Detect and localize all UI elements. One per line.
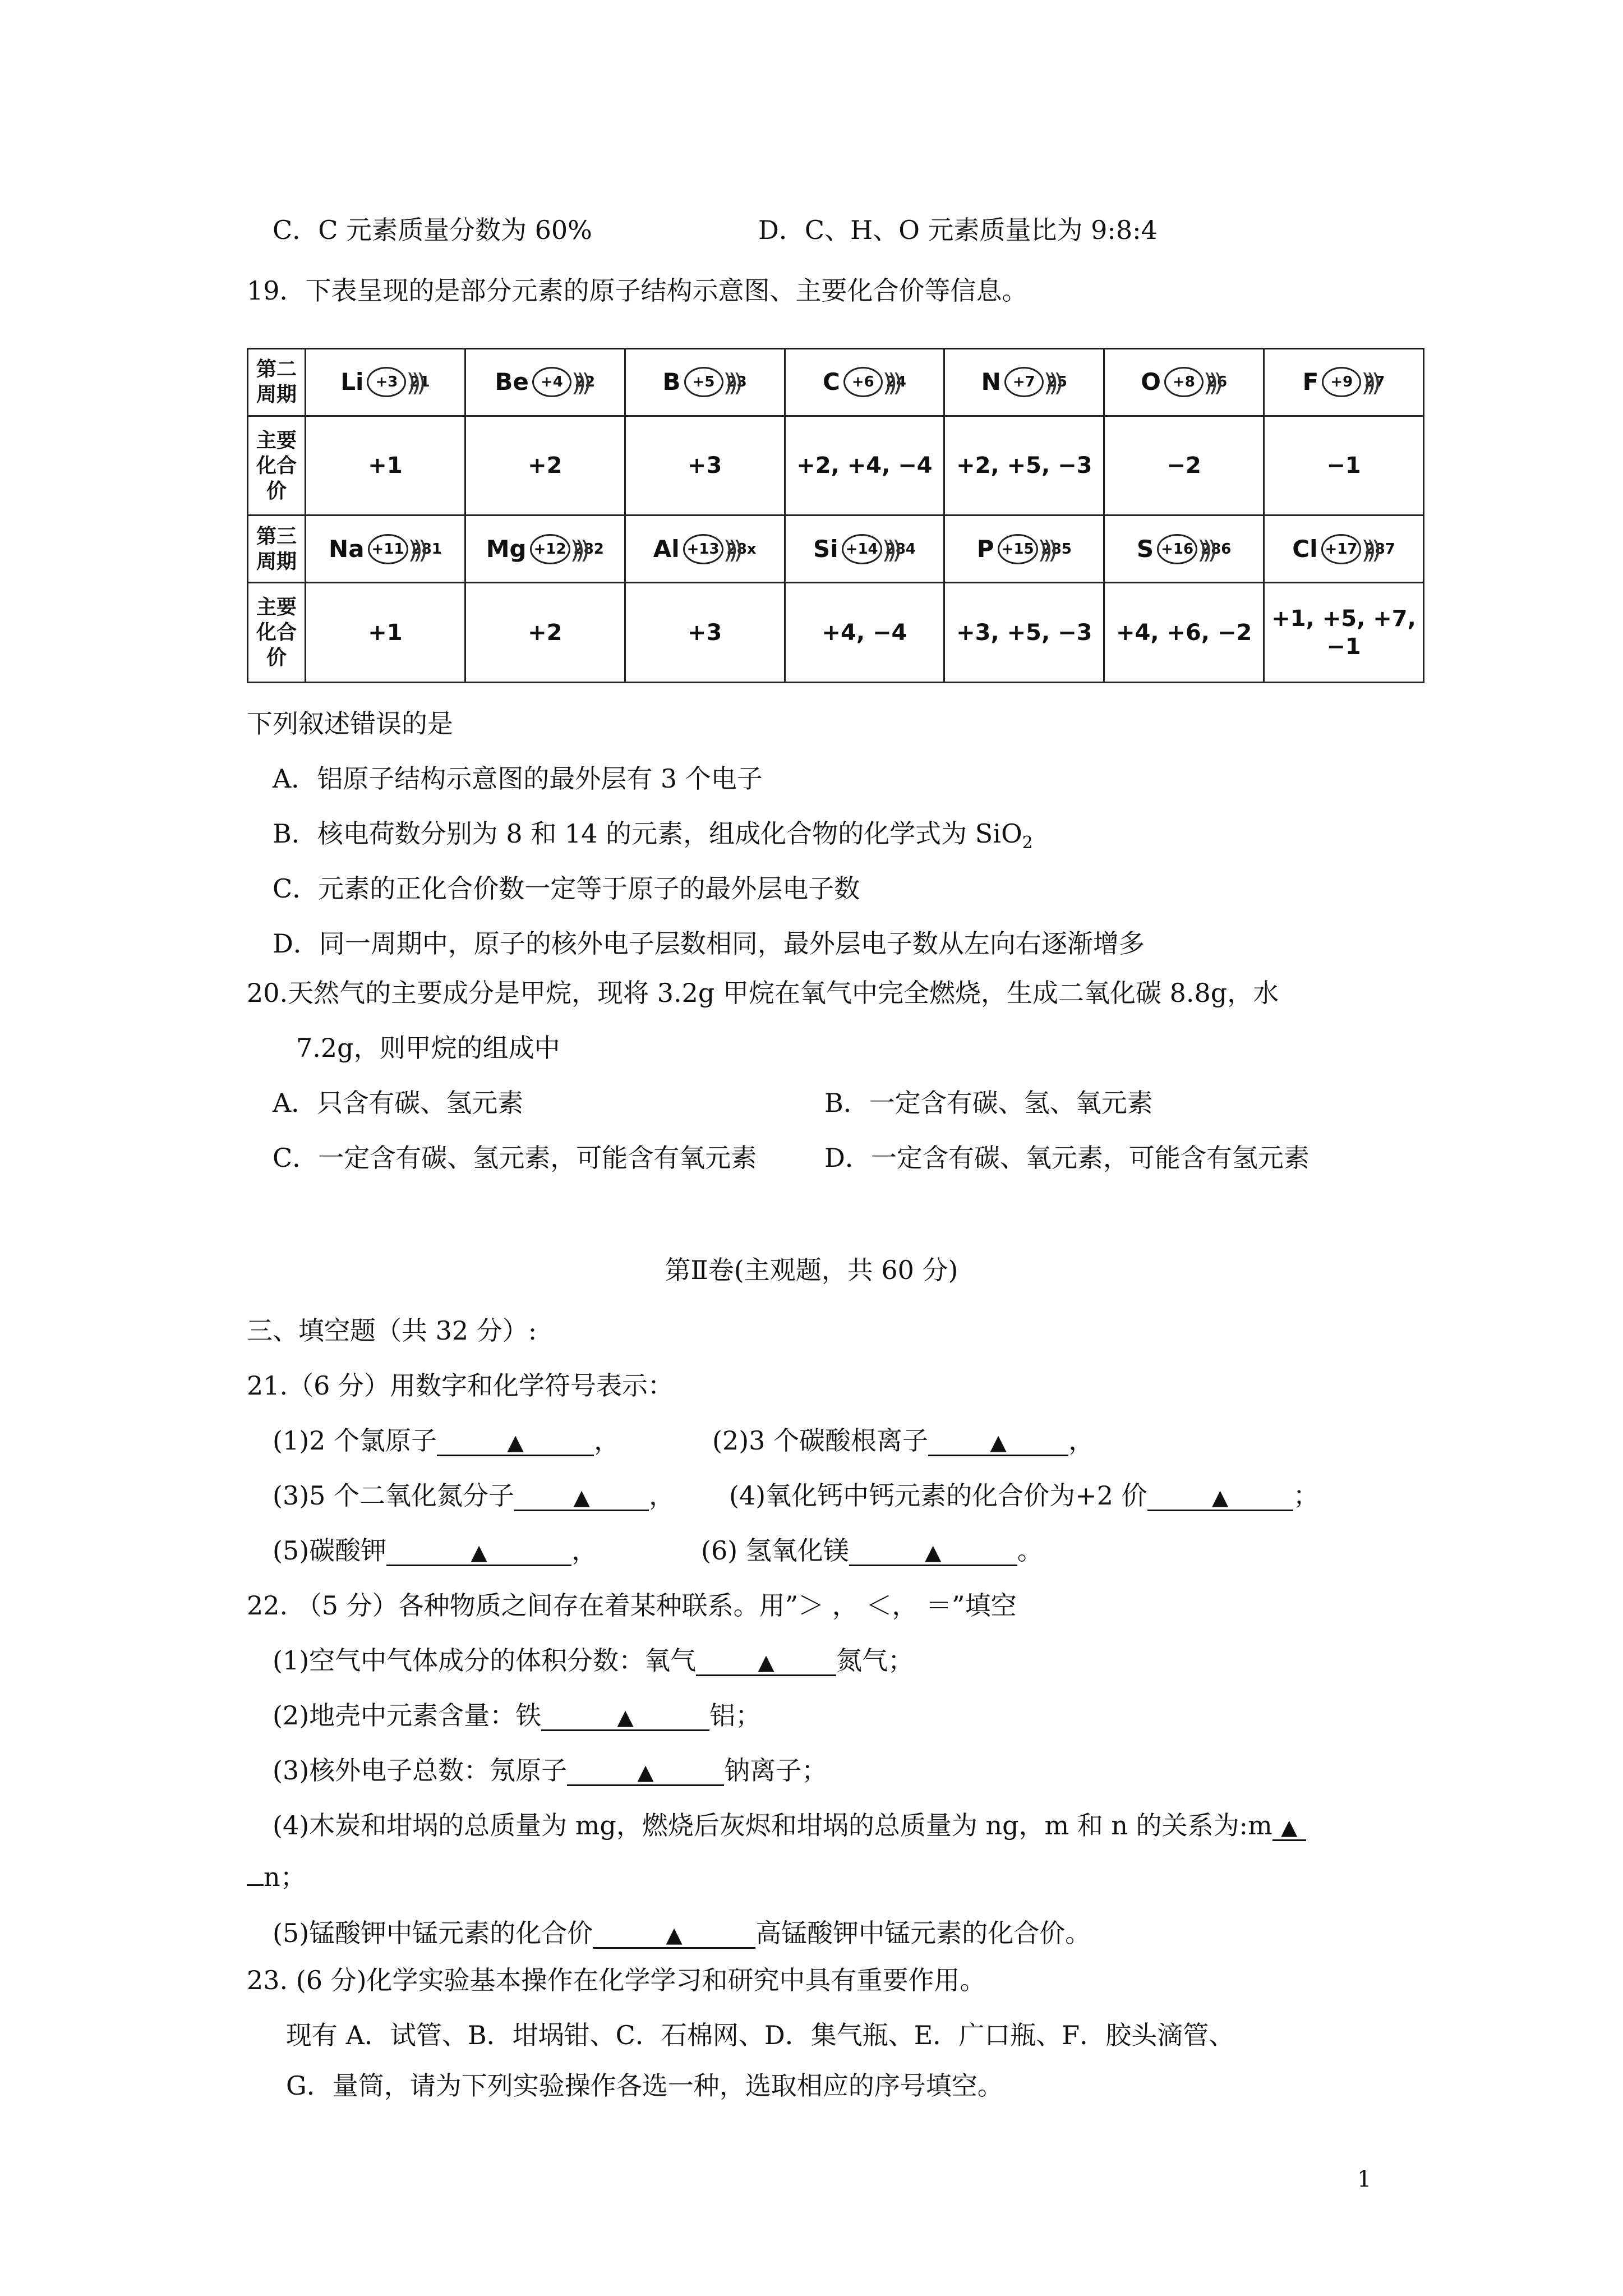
element-symbol: Cl bbox=[1292, 535, 1318, 563]
element-cell bbox=[785, 349, 944, 416]
element-symbol: B bbox=[662, 368, 681, 396]
nucleus-circle: +11 bbox=[368, 534, 408, 564]
answer-blank[interactable]: ▲ bbox=[567, 1757, 724, 1786]
valence3-row bbox=[248, 583, 1424, 683]
valence-cell: +2 bbox=[465, 583, 625, 683]
q22-item3: (3)核外电子总数：氖原子 ▲ 钠离子； bbox=[273, 1755, 828, 1786]
nucleus-circle: +3 bbox=[367, 367, 406, 397]
q23-line1: 现有 A．试管、B．坩埚钳、C．石棉网、D．集气瓶、E．广口瓶、F．胶头滴管、 bbox=[286, 2020, 1235, 2050]
nucleus-circle: +15 bbox=[998, 534, 1038, 564]
element-symbol: S bbox=[1136, 535, 1154, 563]
element-symbol: C bbox=[822, 368, 840, 396]
row-header: 主要化合价 bbox=[248, 583, 306, 683]
electron-shells: 287 ))) bbox=[1364, 540, 1395, 559]
q23-line2: G．量筒，请为下列实验操作各选一种，选取相应的序号填空。 bbox=[286, 2070, 1003, 2101]
row-header: 第三周期 bbox=[248, 516, 306, 583]
q20-option-d: D．一定含有碳、氧元素，可能含有氢元素 bbox=[824, 1143, 1310, 1173]
valence-cell: +3 bbox=[625, 583, 785, 683]
valence-cell: +4, +6, −2 bbox=[1104, 583, 1264, 683]
section3-title: 三、填空题（共 32 分）: bbox=[247, 1315, 537, 1346]
nucleus-circle: +13 bbox=[683, 534, 723, 564]
valence-cell: +1 bbox=[306, 583, 465, 683]
answer-blank[interactable]: ▲ bbox=[437, 1428, 594, 1456]
electron-shells: 282 ))) bbox=[574, 540, 604, 559]
q20-option-b: B．一定含有碳、氢、氧元素 bbox=[824, 1088, 1153, 1118]
q18-option-c: C．C 元素质量分数为 60% bbox=[273, 215, 592, 245]
answer-blank[interactable]: ▲ bbox=[1147, 1483, 1293, 1511]
q19-prompt: 下列叙述错误的是 bbox=[247, 708, 453, 739]
valence-cell: +2, +5, −3 bbox=[944, 416, 1104, 516]
answer-blank[interactable]: ▲ bbox=[849, 1538, 1017, 1566]
nucleus-circle: +6 bbox=[843, 367, 883, 397]
period2-row bbox=[248, 349, 1424, 416]
electron-shells: 22 ))) bbox=[575, 373, 595, 392]
q22-item4: (4)木炭和坩埚的总质量为 mg，燃烧后灰烬和坩埚的总质量为 ng，m 和 n 的关系为:m ▲ bbox=[273, 1810, 1306, 1842]
element-symbol: Be bbox=[495, 368, 529, 396]
q21-item5: (5)碳酸钾 ▲ ， bbox=[273, 1535, 598, 1566]
electron-shells: 25 ))) bbox=[1047, 373, 1067, 392]
q21-item3: (3)5 个二氧化氮分子 ▲ ， bbox=[273, 1480, 675, 1511]
valence-cell: +3 bbox=[625, 416, 785, 516]
answer-blank[interactable]: ▲ bbox=[928, 1428, 1068, 1456]
q19-option-d: D．同一周期中，原子的核外电子层数相同，最外层电子数从左向右逐渐增多 bbox=[273, 928, 1145, 959]
valence-cell: +1, +5, +7, −1 bbox=[1264, 583, 1424, 683]
element-cell bbox=[1264, 349, 1424, 416]
nucleus-circle: +9 bbox=[1322, 367, 1361, 397]
element-cell bbox=[306, 349, 465, 416]
element-symbol: Si bbox=[813, 535, 838, 563]
nucleus-circle: +5 bbox=[684, 367, 723, 397]
part2-title: 第Ⅱ卷(主观题，共 60 分) bbox=[665, 1255, 958, 1285]
row-header: 主要化合价 bbox=[248, 416, 306, 516]
q20-option-a: A．只含有碳、氢元素 bbox=[273, 1088, 524, 1118]
valence-cell: +2, +4, −4 bbox=[785, 416, 944, 516]
q21-item2: (2)3 个碳酸根离子 ▲ ， bbox=[712, 1425, 1095, 1456]
element-cell bbox=[1104, 349, 1264, 416]
element-table bbox=[247, 348, 1424, 683]
q19-stem: 19．下表呈现的是部分元素的原子结构示意图、主要化合价等信息。 bbox=[247, 275, 1028, 306]
valence-cell: +1 bbox=[306, 416, 465, 516]
q22-item5: (5)锰酸钾中锰元素的化合价 ▲ 高锰酸钾中锰元素的化合价。 bbox=[273, 1918, 1091, 1948]
q23-stem: 23. (6 分)化学实验基本操作在化学学习和研究中具有重要作用。 bbox=[247, 1965, 986, 1995]
q18-option-d: D．C、H、O 元素质量比为 9:8:4 bbox=[758, 215, 1158, 245]
electron-shells: 281 ))) bbox=[412, 540, 442, 559]
answer-blank[interactable]: ▲ bbox=[514, 1483, 649, 1511]
answer-blank[interactable]: ▲ bbox=[386, 1538, 571, 1566]
element-cell bbox=[625, 349, 785, 416]
q19-option-c: C．元素的正化合价数一定等于原子的最外层电子数 bbox=[273, 873, 860, 904]
q22-stem: 22. （5 分）各种物质之间存在着某种联系。用”＞ ， ＜， ＝”填空 bbox=[247, 1590, 1017, 1621]
q20-stem-line2: 7.2g，则甲烷的组成中 bbox=[296, 1033, 560, 1063]
element-symbol: Na bbox=[329, 535, 365, 563]
element-symbol: Mg bbox=[486, 535, 527, 563]
row-header: 第二周期 bbox=[248, 349, 306, 416]
element-cell bbox=[625, 516, 785, 583]
q22-item1: (1)空气中气体成分的体积分数：氧气 ▲ 氮气； bbox=[273, 1645, 914, 1676]
element-cell bbox=[944, 349, 1104, 416]
nucleus-circle: +17 bbox=[1321, 534, 1362, 564]
valence2-row bbox=[248, 416, 1424, 516]
element-symbol: N bbox=[981, 368, 1001, 396]
q19-option-b: B．核电荷数分别为 8 和 14 的元素，组成化合物的化学式为 SiO$_2$ bbox=[273, 818, 1033, 853]
q21-item6: (6) 氢氧化镁 ▲ 。 bbox=[701, 1535, 1043, 1566]
nucleus-circle: +4 bbox=[532, 367, 571, 397]
electron-shells: 284 ))) bbox=[886, 540, 916, 559]
q21-stem: 21.（6 分）用数字和化学符号表示： bbox=[247, 1370, 674, 1401]
q21-item1: (1)2 个氯原子 ▲ ， bbox=[273, 1425, 620, 1456]
element-cell bbox=[785, 516, 944, 583]
electron-shells: 26 ))) bbox=[1207, 373, 1227, 392]
electron-shells: 21 ))) bbox=[409, 373, 430, 392]
nucleus-circle: +12 bbox=[530, 534, 570, 564]
answer-blank[interactable]: ▲ bbox=[593, 1920, 755, 1949]
q20-stem-line1: 20.天然气的主要成分是甲烷，现将 3.2g 甲烷在氧气中完全燃烧，生成二氧化碳 8.8g，水 bbox=[247, 978, 1279, 1008]
answer-blank[interactable]: ▲ bbox=[1272, 1812, 1306, 1841]
valence-cell: +4, −4 bbox=[785, 583, 944, 683]
q22-item4-cont: n； bbox=[247, 1861, 306, 1894]
answer-blank-continued[interactable] bbox=[247, 1883, 264, 1886]
element-cell bbox=[465, 349, 625, 416]
electron-shells: 28x ))) bbox=[727, 540, 757, 559]
valence-cell: +2 bbox=[465, 416, 625, 516]
electron-shells: 23 ))) bbox=[727, 373, 747, 392]
element-symbol: Li bbox=[340, 368, 364, 396]
electron-shells: 285 ))) bbox=[1041, 540, 1072, 559]
element-symbol: O bbox=[1141, 368, 1161, 396]
answer-blank[interactable]: ▲ bbox=[541, 1703, 709, 1731]
period3-row bbox=[248, 516, 1424, 583]
nucleus-circle: +7 bbox=[1004, 367, 1044, 397]
element-cell bbox=[1264, 516, 1424, 583]
electron-shells: 27 ))) bbox=[1364, 373, 1385, 392]
element-symbol: P bbox=[976, 535, 994, 563]
q20-option-c: C．一定含有碳、氢元素，可能含有氧元素 bbox=[273, 1143, 757, 1173]
element-cell bbox=[306, 516, 465, 583]
element-symbol: F bbox=[1302, 368, 1319, 396]
q21-item4: (4)氧化钙中钙元素的化合价为+2 价 ▲ ； bbox=[729, 1480, 1319, 1511]
valence-cell: −2 bbox=[1104, 416, 1264, 516]
element-cell bbox=[944, 516, 1104, 583]
nucleus-circle: +14 bbox=[842, 534, 882, 564]
nucleus-circle: +8 bbox=[1164, 367, 1204, 397]
valence-cell: +3, +5, −3 bbox=[944, 583, 1104, 683]
electron-shells: 24 ))) bbox=[886, 373, 906, 392]
q19-option-a: A．铝原子结构示意图的最外层有 3 个电子 bbox=[273, 763, 763, 794]
element-symbol: Al bbox=[653, 535, 680, 563]
element-cell bbox=[465, 516, 625, 583]
element-cell bbox=[1104, 516, 1264, 583]
answer-blank[interactable]: ▲ bbox=[696, 1648, 836, 1676]
electron-shells: 286 ))) bbox=[1201, 540, 1231, 559]
valence-cell: −1 bbox=[1264, 416, 1424, 516]
page-number: 1 bbox=[1357, 2166, 1372, 2192]
nucleus-circle: +16 bbox=[1157, 534, 1197, 564]
q22-item2: (2)地壳中元素含量：铁 ▲ 铝； bbox=[273, 1700, 762, 1731]
